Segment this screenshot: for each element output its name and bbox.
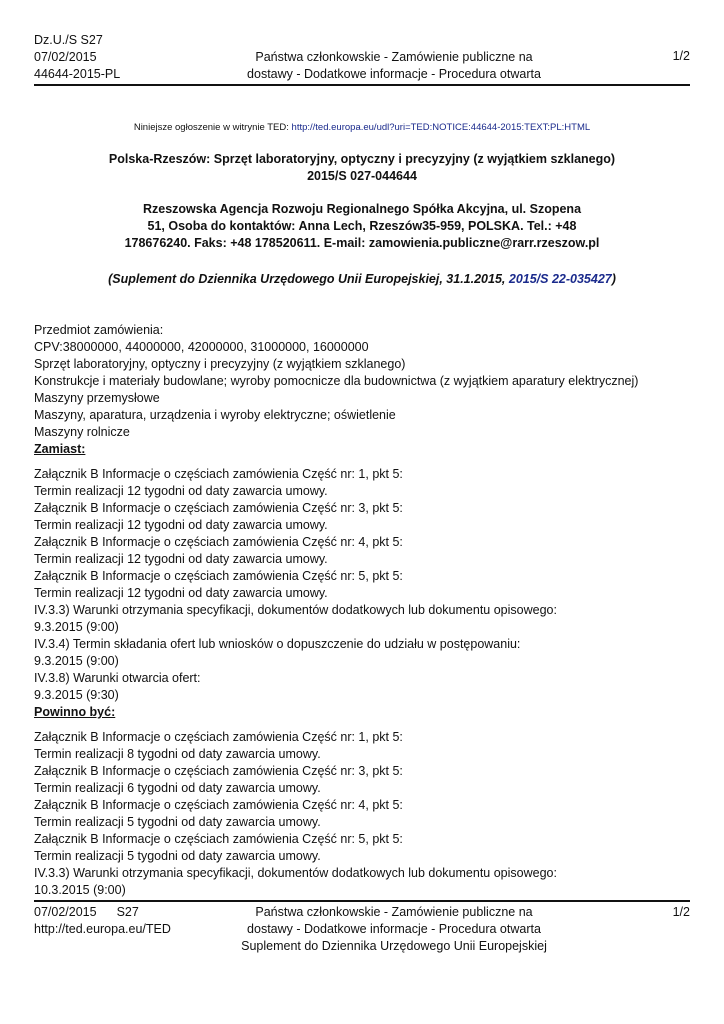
supplement-prefix: (Suplement do Dziennika Urzędowego Unii Europejskiej, 31.1.2015,	[108, 272, 509, 286]
footer-date: 07/02/2015	[34, 905, 97, 919]
footer-url: http://ted.europa.eu/TED	[34, 922, 171, 936]
organization-line: Rzeszowska Agencja Rozwoju Regionalnego Spółka Akcyjna, ul. Szopena	[142, 202, 582, 216]
instead-heading: Zamiast:	[34, 442, 86, 456]
instead-line: Termin realizacji 12 tygodni od daty zawarcia umowy.	[34, 552, 328, 566]
page-header	[34, 32, 690, 86]
subject-line: Maszyny przemysłowe	[34, 391, 160, 405]
should-be-heading: Powinno być:	[34, 705, 116, 719]
subject-line: Maszyny, aparatura, urządzenia i wyroby elektryczne; oświetlenie	[34, 408, 396, 422]
subject-line: Maszyny rolnicze	[34, 425, 130, 439]
instead-line: 9.3.2015 (9:30)	[34, 688, 119, 702]
instead-line: IV.3.8) Warunki otwarcia ofert:	[34, 671, 201, 685]
footer-title-line: dostawy - Dodatkowe informacje - Procedura otwarta	[247, 922, 541, 936]
notice-title	[80, 151, 644, 185]
notice-body	[34, 322, 694, 899]
instead-line: Termin realizacji 12 tygodni od daty zawarcia umowy.	[34, 518, 328, 532]
header-title-line: dostawy - Dodatkowe informacje - Procedura otwarta	[247, 67, 541, 81]
supplement-reference	[80, 271, 644, 288]
should-be-line: IV.3.3) Warunki otrzymania specyfikacji, dokumentów dodatkowych lub dokumentu opisowego:	[34, 866, 557, 880]
should-be-line: Termin realizacji 8 tygodni od daty zawarcia umowy.	[34, 747, 321, 761]
header-title	[234, 49, 554, 83]
subject-line: Sprzęt laboratoryjny, optyczny i precyzyjny (z wyjątkiem szklanego)	[34, 357, 406, 371]
should-be-line: Załącznik B Informacje o częściach zamówienia Część nr: 4, pkt 5:	[34, 798, 403, 812]
header-journal: Dz.U./S S27	[34, 33, 103, 47]
instead-line: Załącznik B Informacje o częściach zamówienia Część nr: 5, pkt 5:	[34, 569, 403, 583]
instead-line: 9.3.2015 (9:00)	[34, 654, 119, 668]
contracting-organization	[80, 201, 644, 252]
instead-line: IV.3.4) Termin składania ofert lub wniosków o dopuszczenie do udziału w postępowaniu:	[34, 637, 521, 651]
subject-line: Konstrukcje i materiały budowlane; wyroby pomocnicze dla budownictwa (z wyjątkiem aparatury elektrycznej)	[34, 374, 639, 388]
should-be-line: Załącznik B Informacje o częściach zamówienia Część nr: 5, pkt 5:	[34, 832, 403, 846]
ted-note	[0, 122, 724, 133]
supplement-link[interactable]: 2015/S 22-035427	[508, 272, 612, 286]
should-be-line: Termin realizacji 5 tygodni od daty zawarcia umowy.	[34, 815, 321, 829]
notice-title-line: Polska-Rzeszów: Sprzęt laboratoryjny, optyczny i precyzyjny (z wyjątkiem szklanego)	[108, 152, 616, 166]
header-notice-number: 44644-2015-PL	[34, 67, 121, 81]
footer-title	[214, 904, 574, 955]
header-reference	[34, 32, 120, 83]
ted-notice-link[interactable]: http://ted.europa.eu/udl?uri=TED:NOTICE:44644-2015:TEXT:PL:HTML	[291, 122, 591, 133]
instead-line: IV.3.3) Warunki otrzymania specyfikacji, dokumentów dodatkowych lub dokumentu opisowego:	[34, 603, 557, 617]
footer-series: S27	[116, 905, 139, 919]
header-page-number: 1/2	[672, 49, 690, 63]
footer-page-number: 1/2	[672, 905, 690, 919]
supplement-suffix: )	[611, 272, 616, 286]
should-be-line: Załącznik B Informacje o częściach zamówienia Część nr: 3, pkt 5:	[34, 764, 403, 778]
ted-note-prefix: Niniejsze ogłoszenie w witrynie TED:	[133, 122, 292, 133]
subject-line: Przedmiot zamówienia:	[34, 323, 164, 337]
instead-line: Załącznik B Informacje o częściach zamówienia Część nr: 3, pkt 5:	[34, 501, 403, 515]
instead-line: Załącznik B Informacje o częściach zamówienia Część nr: 4, pkt 5:	[34, 535, 403, 549]
footer-title-line: Suplement do Dziennika Urzędowego Unii Europejskiej	[241, 939, 547, 953]
instead-line: Załącznik B Informacje o częściach zamówienia Część nr: 1, pkt 5:	[34, 467, 403, 481]
notice-number: 2015/S 027-044644	[307, 169, 417, 183]
instead-line: Termin realizacji 12 tygodni od daty zawarcia umowy.	[34, 484, 328, 498]
subject-line: CPV:38000000, 44000000, 42000000, 31000000, 16000000	[34, 340, 369, 354]
should-be-line: Załącznik B Informacje o częściach zamówienia Część nr: 1, pkt 5:	[34, 730, 403, 744]
header-title-line: Państwa członkowskie - Zamówienie publiczne na	[255, 50, 533, 64]
footer-reference	[34, 904, 171, 938]
instead-line: Termin realizacji 12 tygodni od daty zawarcia umowy.	[34, 586, 328, 600]
organization-line: 178676240. Faks: +48 178520611. E-mail: zamowienia.publiczne@rarr.rzeszow.pl	[124, 236, 600, 250]
should-be-line: Termin realizacji 5 tygodni od daty zawarcia umowy.	[34, 849, 321, 863]
header-date: 07/02/2015	[34, 50, 97, 64]
should-be-line: Termin realizacji 6 tygodni od daty zawarcia umowy.	[34, 781, 321, 795]
page-footer	[34, 900, 690, 962]
organization-line: 51, Osoba do kontaktów: Anna Lech, Rzeszów35-959, POLSKA. Tel.: +48	[147, 219, 577, 233]
footer-title-line: Państwa członkowskie - Zamówienie publiczne na	[255, 905, 533, 919]
should-be-line: 10.3.2015 (9:00)	[34, 883, 126, 897]
instead-line: 9.3.2015 (9:00)	[34, 620, 119, 634]
